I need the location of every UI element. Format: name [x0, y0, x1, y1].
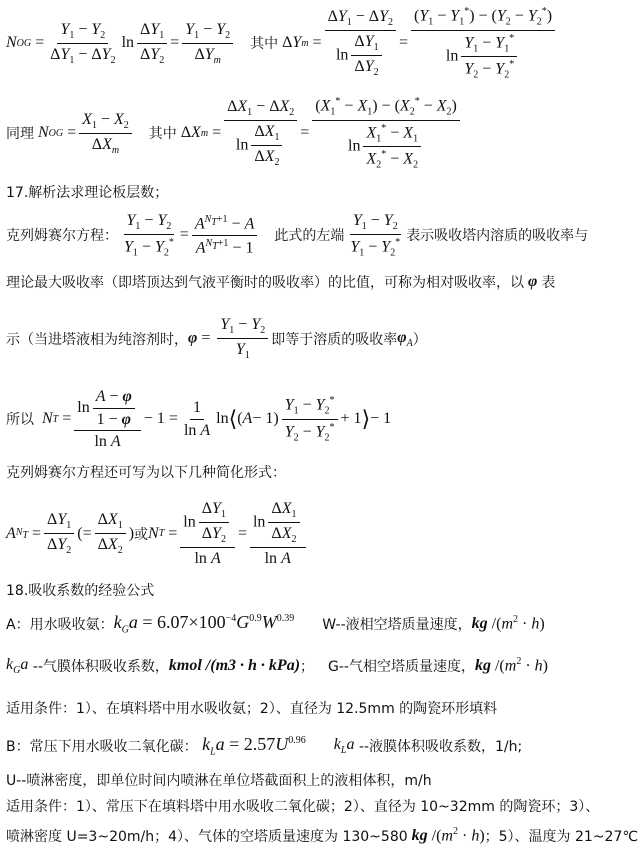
nog-y-equation: N OG = $\frac{Y_1 - Y_2}{\Delta Y_1 - \Delta Y_2}$ ln $\frac{\Delta Y_1}{\Delta Y_2}$ = $\frac{Y_1 - Y_2}{\Delta Y_m}$ 其中 Δ Y m = $\Delta Y_1 - \Delta Y_2$ ln $\frac{\Delta Y_1}{\Delta Y_2}$ = $(Y_1 - Y_1^*) - (Y_2 - Y_2^*)$ ln $\frac{Y_1 - Y_1^*}{Y_2 - Y_2^*}$: [6, 6, 636, 81]
nog-x-equation: 同理 N OG = $\frac{X_1 - X_2}{\Delta X_m}$ 其中 Δ X m = $\Delta X_1 - \Delta X_2$ ln $\frac{\Delta X_1}{\Delta X_2}$ = $(X_1^* - X_1) - (X_2^* - X_2)$ ln $\frac{X_1^* - X_1}{X_2^* - X_2}$: [6, 96, 636, 171]
kremser-equation: 克列姆赛尔方程： $\frac{Y_1 - Y_2}{Y_1 - Y_2^*}$ = $\frac{A^{N_T+1} - A}{A^{N_T+1} - 1}$ 此式的左端 $\frac{Y_1 - Y_2}{Y_1 - Y_2^*}$ 表示吸收塔内溶质的吸收率与: [6, 212, 589, 259]
kremser-desc-1: 此式的左端: [274, 228, 345, 245]
condition-b2: 喷淋密度 U=3~20m/h；4）、气体的空塔质量速度为 130~580 kg $/(m^2 \cdot h)$ ；5）、温度为 21~27℃: [6, 826, 639, 845]
kremser-line-2-text: 理论最大吸收率（即塔顶达到气液平衡时的吸收率）的比值，可称为相对吸收率，以: [6, 275, 524, 291]
section-17-heading: 17.解析法求理论板层数；: [6, 185, 169, 201]
kga-line: $k_Ga$ --气膜体积吸收系数， kmol /(m 3 · h · kPa) ； G--气相空塔质量速度， kg $/(m^2 \cdot h)$: [6, 656, 548, 677]
among-label-2: 其中: [148, 126, 177, 143]
simplified-forms: A $N_T$ = $\frac{\Delta Y_1}{\Delta Y_2}$ (= $\frac{\Delta X_1}{\Delta X_2}$ ) 或 N T = ln $\frac{\Delta Y_1}{\Delta Y_2}$ ln A = ln $\frac{\Delta X_1}{\Delta X_2}$ ln A: [6, 500, 636, 568]
a-formula: = 6.07×100: [142, 612, 226, 632]
same-label: 同理: [6, 126, 34, 143]
condition-a: 适用条件：1）、在填料塔中用水吸收氨；2）、直径为 12.5mm 的陶瓷环形填料: [6, 701, 498, 717]
kremser-line-2-end: 表: [541, 275, 556, 291]
kremser-line-3: 示（当进塔液相为纯溶剂时， φ = $\frac{Y_1 - Y_2}{Y_1}$ 即等于溶质的吸收率 $\varphi_A$ ）: [6, 316, 427, 362]
phi-symbol: φ: [524, 273, 542, 290]
section-18-heading: 18.吸收系数的经验公式: [6, 583, 155, 599]
kga-desc: --气膜体积吸收系数，: [32, 659, 169, 676]
kremser-line-3a: 示（当进塔液相为纯溶剂时，: [6, 331, 188, 348]
u-desc: U--喷淋密度，即单位时间内喷淋在单位塔截面积上的液相体积，m/h: [6, 773, 432, 789]
w-desc: W--液相空塔质量速度，: [322, 616, 472, 633]
a-label: A：用水吸收氨：: [6, 616, 114, 633]
or-label: 或: [134, 526, 149, 543]
so-label: 所以: [6, 412, 34, 429]
condition-b2-end: ；5）、温度为 21~27℃: [484, 829, 639, 845]
kremser-line-3b: 即等于溶质的吸收率: [271, 331, 398, 348]
kremser-simplified-heading: 克列姆赛尔方程还可写为以下几种简化形式：: [6, 465, 286, 481]
b-label: B：常压下用水吸收二氧化碳：: [6, 738, 198, 755]
kremser-desc-2: 表示吸收塔内溶质的吸收率与: [406, 228, 589, 245]
kla-desc: --液膜体积吸收系数，1/h;: [358, 738, 523, 755]
among-label-1: 其中: [250, 36, 279, 53]
condition-b1: 适用条件：1）、常压下在填料塔中用水吸收二氧化碳；2）、直径为 10~32mm 的陶瓷环；3）、: [6, 799, 600, 815]
kremser-line-2: [6, 272, 636, 292]
g-desc: G--气相空塔质量速度，: [328, 659, 475, 676]
condition-b2-text: 喷淋密度 U=3~20m/h；4）、气体的空塔质量速度为 130~580: [6, 829, 408, 845]
formula-a-line: A：用水吸收氨： $k_Ga = 6.07\times 100^{-4}G^{0.9}W^{0.39}$ W--液相空塔质量速度， kg $/(m^2 \cdot h)$: [6, 612, 545, 636]
formula-b-line: B：常压下用水吸收二氧化碳： $k_La = 2.57U^{0.96}$ $k_La$ --液膜体积吸收系数，1/h;: [6, 734, 523, 758]
kremser-label: 克列姆赛尔方程：: [6, 228, 118, 245]
nt-equation: 所以 N T = ln $\frac{A - \varphi}{1 - \varphi}$ ln A − 1 = $\frac{1}{\text{ln A}}$ ln ⟨ ( A − 1) $\frac{Y_1 - Y_2^*}{Y_2 - Y_2^*}$ + 1 ⟩ − 1: [6, 388, 392, 451]
